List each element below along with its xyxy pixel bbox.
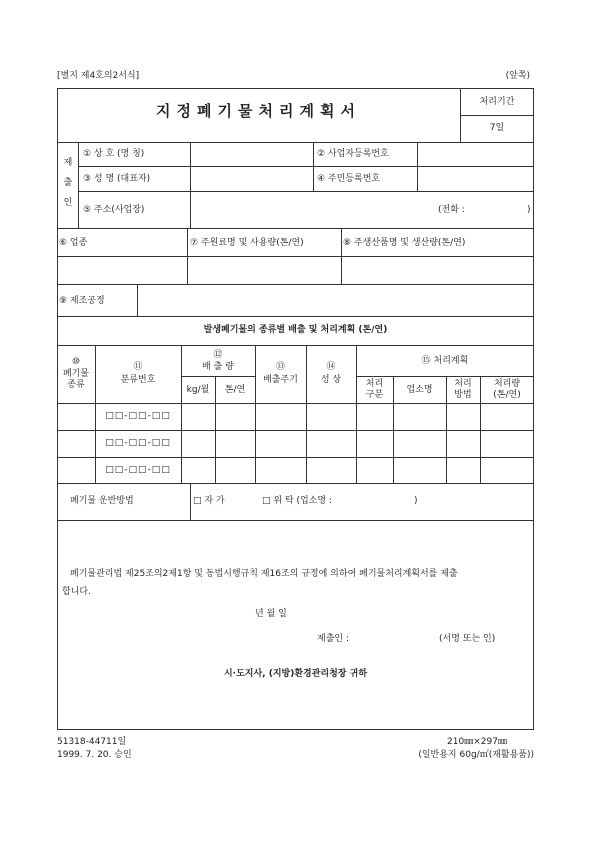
cycle-number: ⑬ [275,362,285,372]
form-reference: [별지 제4호의2서식] [57,71,140,81]
footer-approval: 1999. 7. 20. 승인 [57,750,132,760]
applicant-label-2: 출 [63,178,73,188]
method-type-header-2: 구분 [365,390,384,400]
raw-materials-label: ⑦ 주원료명 및 사용량(톤/연) [190,238,304,248]
transport-consign-option[interactable]: □ 위 탁 (업소명 : [262,496,332,506]
trade-name-label: ① 상 호 (명 칭) [83,149,145,159]
representative-name-label: ③ 성 명 (대표자) [83,174,151,184]
products-label: ⑧ 주생산품명 및 생산량(톤/연) [343,238,466,248]
waste-type-number: ⑩ [71,357,81,367]
page-side-label: (앞쪽) [505,71,530,81]
classification-code-row-1: □□-□□-□□ [105,411,171,421]
amount-number: ⑫ [213,350,223,360]
transport-self-option[interactable]: □ 자 가 [193,496,225,506]
kg-per-month-header: kg/월 [186,385,210,395]
footer-size: 210㎜×297㎜ [447,737,507,747]
footer-code: 51318-44711일 [57,737,127,747]
form-title: 지정폐기물처리계획서 [156,102,361,120]
processing-period-label: 처리기간 [479,97,515,107]
amount-header: 배 출 량 [202,362,234,372]
amount-plan-header-1: 처리량 [493,379,521,389]
transport-consign-close: ) [414,496,418,506]
resident-number-label: ④ 주민등록번호 [317,174,381,184]
applicant-label-1: 제 [63,158,73,168]
address-label: ⑤ 주소(사업장) [83,205,145,215]
footer-paper: (일반용지 60g/㎡(재활용품)) [418,750,534,760]
transport-method-label: 폐기물 운반방법 [70,496,134,506]
classification-code-row-2: □□-□□-□□ [105,438,171,448]
amount-plan-header-2: (톤/연) [493,390,521,400]
declaration-date: 년 월 일 [255,609,287,619]
ton-per-year-header: 톤/연 [224,385,246,395]
submitter-label: 제출인 : [317,634,349,644]
declaration-line-1: 폐기물관리법 제25조의2제1항 및 동법시행규칙 제16조의 규정에 의하여 폐기물처리계획서를 제출 [70,569,458,579]
processing-period-value: 7일 [489,123,505,133]
company-header: 업소명 [406,385,433,395]
declaration-line-2: 합니다. [62,587,91,597]
classification-code-row-3: □□-□□-□□ [105,465,171,475]
waste-section-heading: 발생폐기물의 종류별 배출 및 처리계획 (톤/연) [203,325,388,335]
signature-label: (서명 또는 인) [439,634,496,644]
waste-type-header-2: 종류 [67,380,85,390]
manufacturing-process-label: ⑨ 제조공정 [59,296,105,306]
cycle-header: 배출주기 [263,375,298,385]
waste-type-header-1: 폐기물 [62,369,90,379]
method-header-1: 처리 [454,379,472,389]
addressee: 시·도지사, (지방)환경관리청장 귀하 [223,669,368,679]
treatment-plan-header: ⑮ 처리계획 [421,356,469,366]
state-header: 성 상 [320,375,342,385]
code-number: ⑪ [133,362,143,372]
method-header-2: 방법 [454,390,472,400]
industry-label: ⑥ 업종 [59,238,88,248]
phone-close: ) [527,205,531,215]
code-header: 분류번호 [120,375,156,385]
phone-label: (전화 : [438,205,465,215]
business-registration-label: ② 사업자등록번호 [317,149,389,159]
method-type-header-1: 처리 [365,379,384,389]
applicant-label-3: 인 [63,198,73,208]
state-number: ⑭ [326,362,336,372]
